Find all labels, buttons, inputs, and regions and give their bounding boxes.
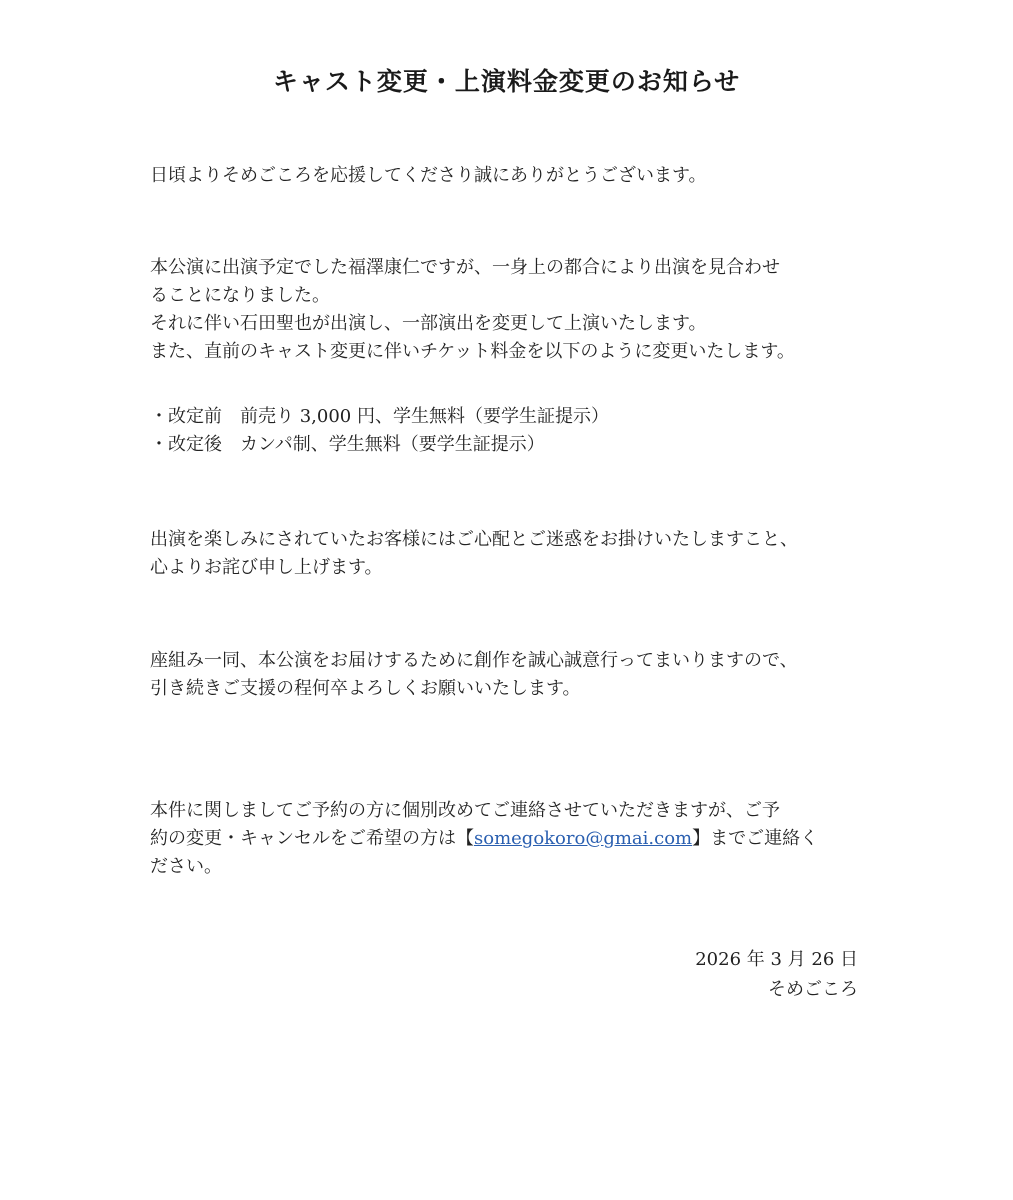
closing-line: 座組み一同、本公演をお届けするために創作を誠心誠意行ってまいりますので、 — [150, 650, 798, 671]
announcement-line: また、直前のキャスト変更に伴いチケット料金を以下のように変更いたします。 — [150, 341, 795, 362]
announcement-line: ることになりました。 — [150, 285, 330, 306]
closing-line: 引き続きご支援の程何卒よろしくお願いいたします。 — [150, 678, 581, 699]
contact-line-prefix: 約の変更・キャンセルをご希望の方は【 — [150, 828, 474, 849]
contact-email-link[interactable]: somegokoro@gmai.com — [474, 828, 693, 849]
page-title: キャスト変更・上演料金変更のお知らせ — [272, 67, 741, 96]
contact-line-suffix: 】までご連絡く — [692, 828, 819, 849]
pricing-item-before: ・改定前 前売り 3,000 円、学生無料（要学生証提示） — [150, 406, 609, 427]
organization-signature: そめごころ — [768, 979, 858, 1000]
contact-line: ださい。 — [150, 856, 222, 877]
pricing-item-after: ・改定後 カンパ制、学生無料（要学生証提示） — [150, 434, 545, 455]
contact-paragraph — [150, 797, 870, 881]
signature-block — [558, 945, 858, 1005]
apology-line: 出演を楽しみにされていたお客様にはご心配とご迷惑をお掛けいたしますこと、 — [150, 529, 798, 550]
apology-paragraph — [150, 526, 870, 582]
contact-line — [150, 825, 870, 853]
announcement-paragraph — [150, 254, 870, 366]
announcement-line: 本公演に出演予定でした福澤康仁ですが、一身上の都合により出演を見合わせ — [150, 257, 780, 278]
apology-line: 心よりお詫び申し上げます。 — [150, 557, 383, 578]
closing-paragraph — [150, 647, 870, 703]
notice-date: 2026 年 3 月 26 日 — [695, 949, 858, 970]
announcement-line: それに伴い石田聖也が出演し、一部演出を変更して上演いたします。 — [150, 313, 707, 334]
contact-line: 本件に関しましてご予約の方に個別改めてご連絡させていただきますが、ご予 — [150, 800, 780, 821]
greeting-line: 日頃よりそめごころを応援してくださり誠にありがとうございます。 — [150, 165, 707, 186]
greeting-paragraph — [150, 162, 870, 190]
pricing-list — [150, 403, 870, 459]
